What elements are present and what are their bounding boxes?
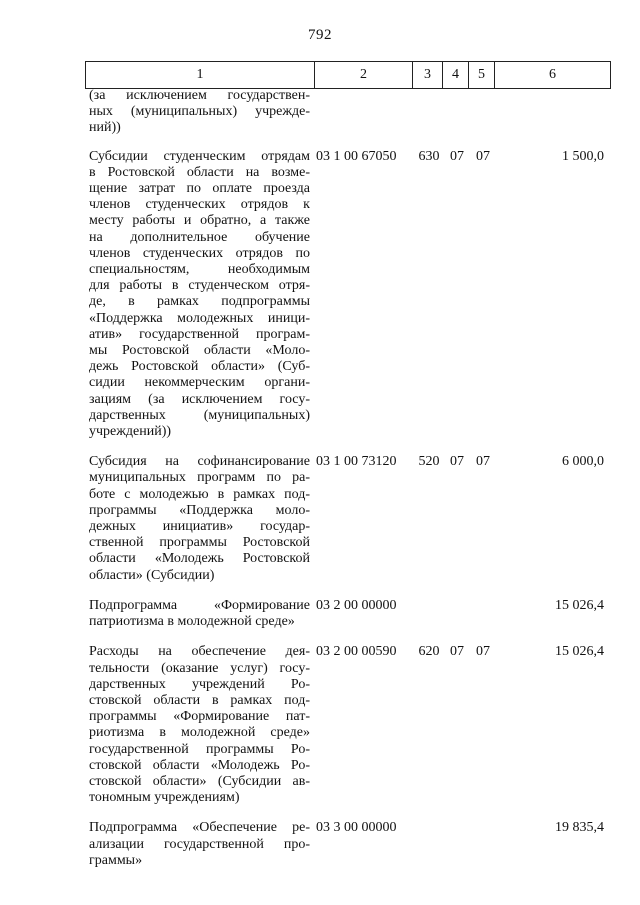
row-name-line: щение затрат по оплате проезда <box>89 181 310 197</box>
row-section: 07 <box>450 454 464 470</box>
row-code: 03 1 00 73120 <box>316 454 397 470</box>
row-section <box>444 88 470 137</box>
row-expense-type: 520 <box>418 454 440 470</box>
row-subsection: 07 <box>476 148 490 164</box>
table-row <box>85 454 610 584</box>
row-subsection: 07 <box>476 644 490 660</box>
row-subsection <box>470 820 496 869</box>
budget-rows <box>85 88 610 883</box>
column-header-2: 2 <box>315 62 413 89</box>
table-row <box>85 644 610 806</box>
row-section <box>444 820 470 869</box>
column-header-6: 6 <box>495 62 611 89</box>
row-name-line: стовской области «Молодежь Ро- <box>89 757 310 773</box>
row-expense-type <box>414 598 444 630</box>
row-name-line: ний)) <box>89 120 121 136</box>
row-name-line: Расходы на обеспечение дея- <box>89 644 310 660</box>
row-name-line: мы Ростовской области «Моло- <box>89 343 310 359</box>
row-code: 03 2 00 00590 <box>316 644 397 660</box>
row-expense-type: 630 <box>418 148 440 164</box>
row-name-line: на дополнительное обучение <box>89 229 310 245</box>
row-name-line: патриотизма в молодежной среде» <box>89 614 295 630</box>
row-name-line: программы «Формирование пат- <box>89 709 310 725</box>
row-name-line: Подпрограмма «Формирование <box>89 597 310 613</box>
row-name-line: области «Молодежь Ростовской <box>89 551 310 567</box>
column-header-4: 4 <box>443 62 469 89</box>
row-code <box>310 88 414 137</box>
row-name-line: дарственных учреждений Ро- <box>89 676 310 692</box>
row-name-line: муниципальных программ по ра- <box>89 470 310 486</box>
row-name-line: сидии некоммерческим органи- <box>89 375 310 391</box>
column-header-1: 1 <box>86 62 315 89</box>
row-name-line: стовской области в рамках под- <box>89 692 310 708</box>
table-row <box>85 820 610 869</box>
table-row <box>85 88 610 137</box>
row-name-line: месту работы и обратно, а также <box>89 213 310 229</box>
page-number: 792 <box>308 27 332 43</box>
row-code: 03 1 00 67050 <box>316 148 397 164</box>
row-amount <box>496 88 610 137</box>
row-name-line: тономным учреждениям) <box>89 790 240 806</box>
row-name-line: риотизма в молодежной среде» <box>89 725 310 741</box>
row-name-line: государственной программы Ро- <box>89 741 310 757</box>
row-name-line: стовской области» (Субсидии ав- <box>89 773 310 789</box>
row-name <box>85 820 310 869</box>
row-name-line: специальностям, необходимым <box>89 262 310 278</box>
row-amount: 6 000,0 <box>562 454 604 470</box>
row-name-line: Субсидия на софинансирование <box>89 454 310 470</box>
table-row <box>85 598 610 630</box>
row-name-line: тельности (оказание услуг) госу- <box>89 660 310 676</box>
row-expense-type <box>414 820 444 869</box>
row-name-line: области» (Субсидии) <box>89 567 215 583</box>
row-name-line: Подпрограмма «Обеспечение ре- <box>89 820 310 836</box>
row-name-line: (за исключением государствен- <box>89 88 310 103</box>
row-name-line: членов студенческих отрядов к <box>89 197 310 213</box>
row-code: 03 2 00 00000 <box>316 597 397 613</box>
row-section: 07 <box>450 148 464 164</box>
row-section: 07 <box>450 644 464 660</box>
row-name-line: для работы в студенческом отря- <box>89 278 310 294</box>
row-name-line: в Ростовской области на возме- <box>89 164 310 180</box>
column-header-row <box>86 62 611 89</box>
row-name-line: боте с молодежью в рамках под- <box>89 486 310 502</box>
row-amount: 15 026,4 <box>555 597 604 613</box>
row-name-line: дежных инициатив» государ- <box>89 519 310 535</box>
row-subsection <box>470 598 496 630</box>
row-name-line: дежь Ростовской области» (Суб- <box>89 359 310 375</box>
column-header-5: 5 <box>469 62 495 89</box>
row-name <box>85 149 310 441</box>
row-name-line: членов студенческих отрядов по <box>89 245 310 261</box>
row-expense-type: 620 <box>418 644 440 660</box>
column-header-3: 3 <box>413 62 443 89</box>
row-section <box>444 598 470 630</box>
row-name-line: де, в рамках подпрограммы <box>89 294 310 310</box>
row-name <box>85 454 310 584</box>
row-expense-type <box>414 88 444 137</box>
row-name-line: ализации государственной про- <box>89 836 310 852</box>
row-subsection: 07 <box>476 454 490 470</box>
row-name-line: ственной программы Ростовской <box>89 535 310 551</box>
row-name-line: «Поддержка молодежных иници- <box>89 310 310 326</box>
row-amount: 15 026,4 <box>555 644 604 660</box>
row-name <box>85 644 310 806</box>
row-name-line: программы «Поддержка моло- <box>89 502 310 518</box>
row-amount: 19 835,4 <box>555 820 604 836</box>
column-header-table <box>85 61 611 89</box>
row-name-line: граммы» <box>89 852 143 868</box>
row-name-line: Субсидии студенческим отрядам <box>89 148 310 164</box>
row-name-line: ных (муниципальных) учрежде- <box>89 104 310 120</box>
row-name-line: дарственных (муниципальных) <box>89 407 310 423</box>
row-code: 03 3 00 00000 <box>316 820 397 836</box>
row-name-line: учреждений)) <box>89 424 172 440</box>
row-name <box>85 88 310 137</box>
row-subsection <box>470 88 496 137</box>
row-name-line: атив» государственной програм- <box>89 326 310 342</box>
table-row <box>85 149 610 441</box>
row-name-line: зациям (за исключением госу- <box>89 391 310 407</box>
row-name <box>85 598 310 630</box>
row-amount: 1 500,0 <box>562 148 604 164</box>
